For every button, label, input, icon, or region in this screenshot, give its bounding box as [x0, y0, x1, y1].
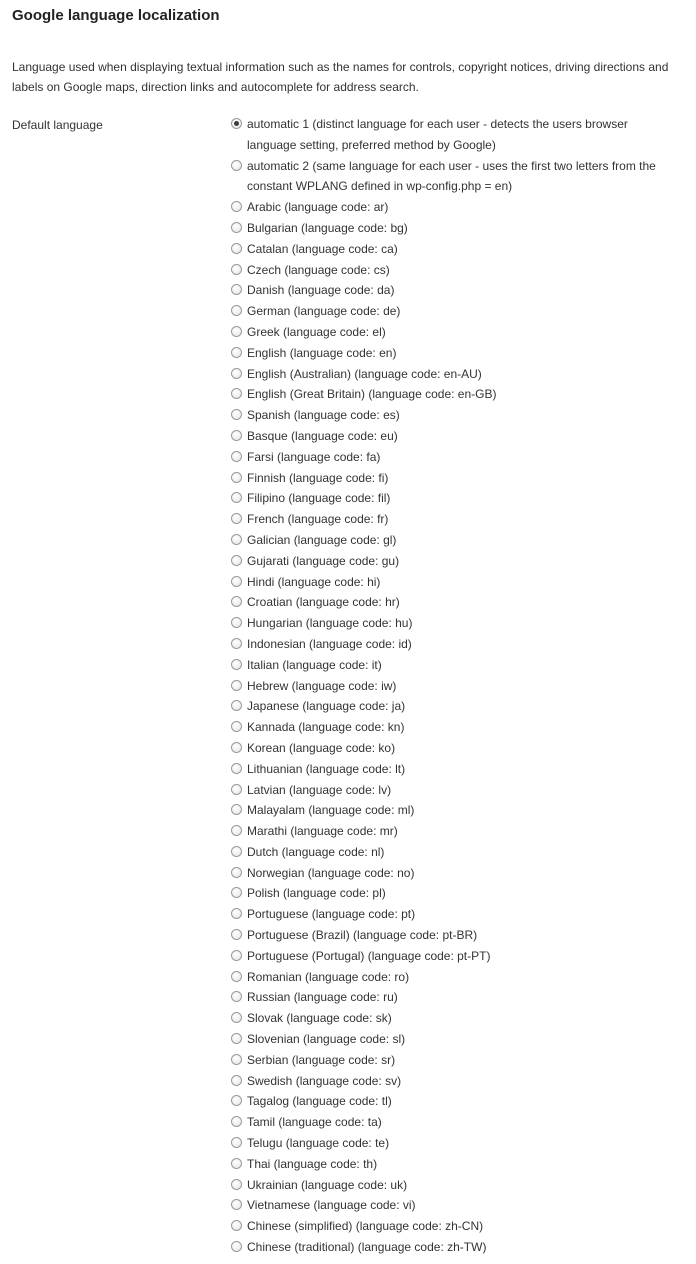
radio-button[interactable]: [231, 472, 242, 483]
radio-button[interactable]: [231, 763, 242, 774]
language-option[interactable]: [230, 967, 680, 988]
language-option[interactable]: [230, 405, 680, 426]
language-option-label: Filipino (language code: fil): [247, 491, 391, 506]
language-option-label: Finnish (language code: fi): [247, 470, 389, 485]
radio-button[interactable]: [231, 617, 242, 628]
radio-button[interactable]: [231, 1241, 242, 1252]
language-option[interactable]: [230, 904, 680, 925]
language-option-label: Portuguese (Portugal) (language code: pt-PT): [247, 948, 491, 963]
language-option-label: Thai (language code: th): [247, 1156, 378, 1171]
language-option-label: Chinese (simplified) (language code: zh-CN): [247, 1219, 484, 1234]
language-option-label: Korean (language code: ko): [247, 740, 396, 755]
language-option[interactable]: [230, 1216, 680, 1237]
language-option-label: English (language code: en): [247, 345, 397, 360]
language-option[interactable]: [230, 301, 680, 322]
language-option[interactable]: [230, 197, 680, 218]
language-option-label: Russian (language code: ru): [247, 990, 398, 1005]
language-option[interactable]: [230, 842, 680, 863]
language-option-label: Telugu (language code: te): [247, 1136, 390, 1151]
radio-button[interactable]: [231, 513, 242, 524]
language-option-label: Tamil (language code: ta): [247, 1115, 382, 1130]
radio-button[interactable]: [231, 305, 242, 316]
language-option[interactable]: [230, 883, 680, 904]
language-option-label: Arabic (language code: ar): [247, 200, 389, 215]
language-option-label: Spanish (language code: es): [247, 408, 400, 423]
language-option-label: Ukrainian (language code: uk): [247, 1177, 408, 1192]
language-option[interactable]: [230, 863, 680, 884]
language-option-label: Dutch (language code: nl): [247, 844, 385, 859]
language-option[interactable]: [230, 780, 680, 801]
language-option-label: Kannada (language code: kn): [247, 720, 405, 735]
language-option[interactable]: [230, 1133, 680, 1154]
language-option[interactable]: [230, 717, 680, 738]
radio-button[interactable]: [231, 201, 242, 212]
radio-button[interactable]: [231, 991, 242, 1002]
language-radio-group: [230, 114, 680, 1258]
radio-button[interactable]: [231, 284, 242, 295]
language-option-label: French (language code: fr): [247, 512, 389, 527]
radio-button[interactable]: [231, 1054, 242, 1065]
language-option-label: Slovenian (language code: sl): [247, 1032, 406, 1047]
language-option[interactable]: [230, 946, 680, 967]
language-option-label: Gujarati (language code: gu): [247, 553, 400, 568]
section-title: Google language localization: [12, 7, 220, 24]
language-option[interactable]: [230, 925, 680, 946]
language-option-label: Hungarian (language code: hu): [247, 616, 413, 631]
language-option-label: Indonesian (language code: id): [247, 636, 412, 651]
language-option-label: Chinese (traditional) (language code: zh-TW): [247, 1240, 487, 1255]
language-option[interactable]: [230, 759, 680, 780]
language-option[interactable]: [230, 1008, 680, 1029]
language-option-label: Latvian (language code: lv): [247, 782, 392, 797]
language-option[interactable]: [230, 1091, 680, 1112]
radio-button[interactable]: [231, 243, 242, 254]
language-option[interactable]: [230, 613, 680, 634]
language-option-label: Hindi (language code: hi): [247, 574, 381, 589]
language-option[interactable]: [230, 676, 680, 697]
radio-button[interactable]: [231, 409, 242, 420]
language-option-label: Italian (language code: it): [247, 657, 382, 672]
language-option[interactable]: [230, 509, 680, 530]
language-option[interactable]: [230, 655, 680, 676]
radio-button[interactable]: [231, 804, 242, 815]
language-option[interactable]: [230, 488, 680, 509]
radio-button[interactable]: [231, 908, 242, 919]
radio-button[interactable]: [231, 347, 242, 358]
language-option[interactable]: [230, 384, 680, 405]
radio-button[interactable]: [231, 222, 242, 233]
language-option-label: Portuguese (language code: pt): [247, 907, 416, 922]
language-option-label: Galician (language code: gl): [247, 532, 397, 547]
radio-button[interactable]: [231, 1179, 242, 1190]
language-option-label: Slovak (language code: sk): [247, 1011, 392, 1026]
language-option-label: Polish (language code: pl): [247, 886, 386, 901]
radio-button[interactable]: [231, 1116, 242, 1127]
language-option-label: Hebrew (language code: iw): [247, 678, 397, 693]
section-description: Language used when displaying textual information such as the names for controls, copyright notices, driving directions and labels on Google maps, direction links and autocomplete for address search.: [12, 60, 669, 94]
radio-button[interactable]: [231, 1220, 242, 1231]
language-option[interactable]: [230, 634, 680, 655]
radio-button[interactable]: [231, 784, 242, 795]
language-option-label: Danish (language code: da): [247, 283, 395, 298]
language-option-label: German (language code: de): [247, 304, 401, 319]
language-option[interactable]: [230, 468, 680, 489]
language-option[interactable]: [230, 364, 680, 385]
radio-button[interactable]: [231, 264, 242, 275]
language-option[interactable]: [230, 987, 680, 1008]
radio-button[interactable]: [231, 1095, 242, 1106]
language-option-label: Tagalog (language code: tl): [247, 1094, 392, 1109]
language-option-label: Portuguese (Brazil) (language code: pt-BR): [247, 928, 478, 943]
language-option-label: Vietnamese (language code: vi): [247, 1198, 416, 1213]
radio-button[interactable]: [231, 929, 242, 940]
language-option[interactable]: [230, 800, 680, 821]
language-option[interactable]: [230, 696, 680, 717]
language-option-label: automatic 2 (same language for each user - uses the first two letters from the constant WPLANG defined in wp-config.php = en): [247, 158, 656, 194]
language-option[interactable]: [230, 280, 680, 301]
language-option[interactable]: [230, 1050, 680, 1071]
radio-button[interactable]: [231, 534, 242, 545]
language-option-label: Swedish (language code: sv): [247, 1073, 402, 1088]
radio-button-checked[interactable]: [231, 118, 242, 129]
radio-button[interactable]: [231, 160, 242, 171]
radio-button[interactable]: [231, 867, 242, 878]
language-option[interactable]: [230, 447, 680, 468]
radio-button[interactable]: [231, 700, 242, 711]
radio-button[interactable]: [231, 825, 242, 836]
language-option-label: Malayalam (language code: ml): [247, 803, 415, 818]
radio-button[interactable]: [231, 1158, 242, 1169]
language-option[interactable]: [230, 551, 680, 572]
language-option-label: Marathi (language code: mr): [247, 824, 398, 839]
radio-button[interactable]: [231, 1137, 242, 1148]
radio-button[interactable]: [231, 326, 242, 337]
language-option[interactable]: [230, 1029, 680, 1050]
radio-button[interactable]: [231, 742, 242, 753]
language-option-label: Serbian (language code: sr): [247, 1052, 396, 1067]
language-option[interactable]: [230, 1112, 680, 1133]
radio-button[interactable]: [231, 721, 242, 732]
language-option-label: automatic 1 (distinct language for each user - detects the users browser language setting, preferred method by Google): [247, 117, 628, 152]
radio-button[interactable]: [231, 451, 242, 462]
default-language-label: Default language: [12, 118, 103, 132]
language-option[interactable]: [230, 1071, 680, 1092]
radio-button[interactable]: [231, 659, 242, 670]
radio-button[interactable]: [231, 680, 242, 691]
language-option-label: Catalan (language code: ca): [247, 241, 398, 256]
language-option[interactable]: [230, 322, 680, 343]
language-option[interactable]: [230, 218, 680, 239]
language-option[interactable]: [230, 343, 680, 364]
radio-button[interactable]: [231, 368, 242, 379]
language-option-label: Basque (language code: eu): [247, 428, 398, 443]
radio-button[interactable]: [231, 596, 242, 607]
radio-button[interactable]: [231, 638, 242, 649]
language-option[interactable]: [230, 239, 680, 260]
radio-button[interactable]: [231, 971, 242, 982]
language-option-label: Farsi (language code: fa): [247, 449, 381, 464]
language-option[interactable]: [230, 1195, 680, 1216]
language-option-label: English (Australian) (language code: en-AU): [247, 366, 482, 381]
radio-button[interactable]: [231, 555, 242, 566]
language-option[interactable]: [230, 738, 680, 759]
language-option-label: English (Great Britain) (language code: en-GB): [247, 387, 497, 402]
language-option[interactable]: [230, 114, 680, 156]
radio-button[interactable]: [231, 1075, 242, 1086]
language-option-label: Bulgarian (language code: bg): [247, 220, 408, 235]
radio-button[interactable]: [231, 1033, 242, 1044]
language-option-label: Norwegian (language code: no): [247, 865, 415, 880]
radio-button[interactable]: [231, 846, 242, 857]
language-option[interactable]: [230, 1154, 680, 1175]
language-option[interactable]: [230, 426, 680, 447]
language-option-label: Croatian (language code: hr): [247, 595, 400, 610]
radio-button[interactable]: [231, 388, 242, 399]
language-option[interactable]: [230, 156, 680, 198]
language-option-label: Romanian (language code: ro): [247, 969, 410, 984]
language-option[interactable]: [230, 821, 680, 842]
radio-button[interactable]: [231, 887, 242, 898]
language-option[interactable]: [230, 260, 680, 281]
language-option-label: Czech (language code: cs): [247, 262, 390, 277]
radio-button[interactable]: [231, 576, 242, 587]
language-option-label: Greek (language code: el): [247, 324, 386, 339]
language-option[interactable]: [230, 592, 680, 613]
radio-button[interactable]: [231, 1199, 242, 1210]
radio-button[interactable]: [231, 430, 242, 441]
language-option[interactable]: [230, 530, 680, 551]
radio-button[interactable]: [231, 950, 242, 961]
language-option[interactable]: [230, 1175, 680, 1196]
language-option[interactable]: [230, 572, 680, 593]
language-option-label: Japanese (language code: ja): [247, 699, 406, 714]
language-option-label: Lithuanian (language code: lt): [247, 761, 406, 776]
radio-button[interactable]: [231, 1012, 242, 1023]
language-option[interactable]: [230, 1237, 680, 1258]
radio-button[interactable]: [231, 492, 242, 503]
